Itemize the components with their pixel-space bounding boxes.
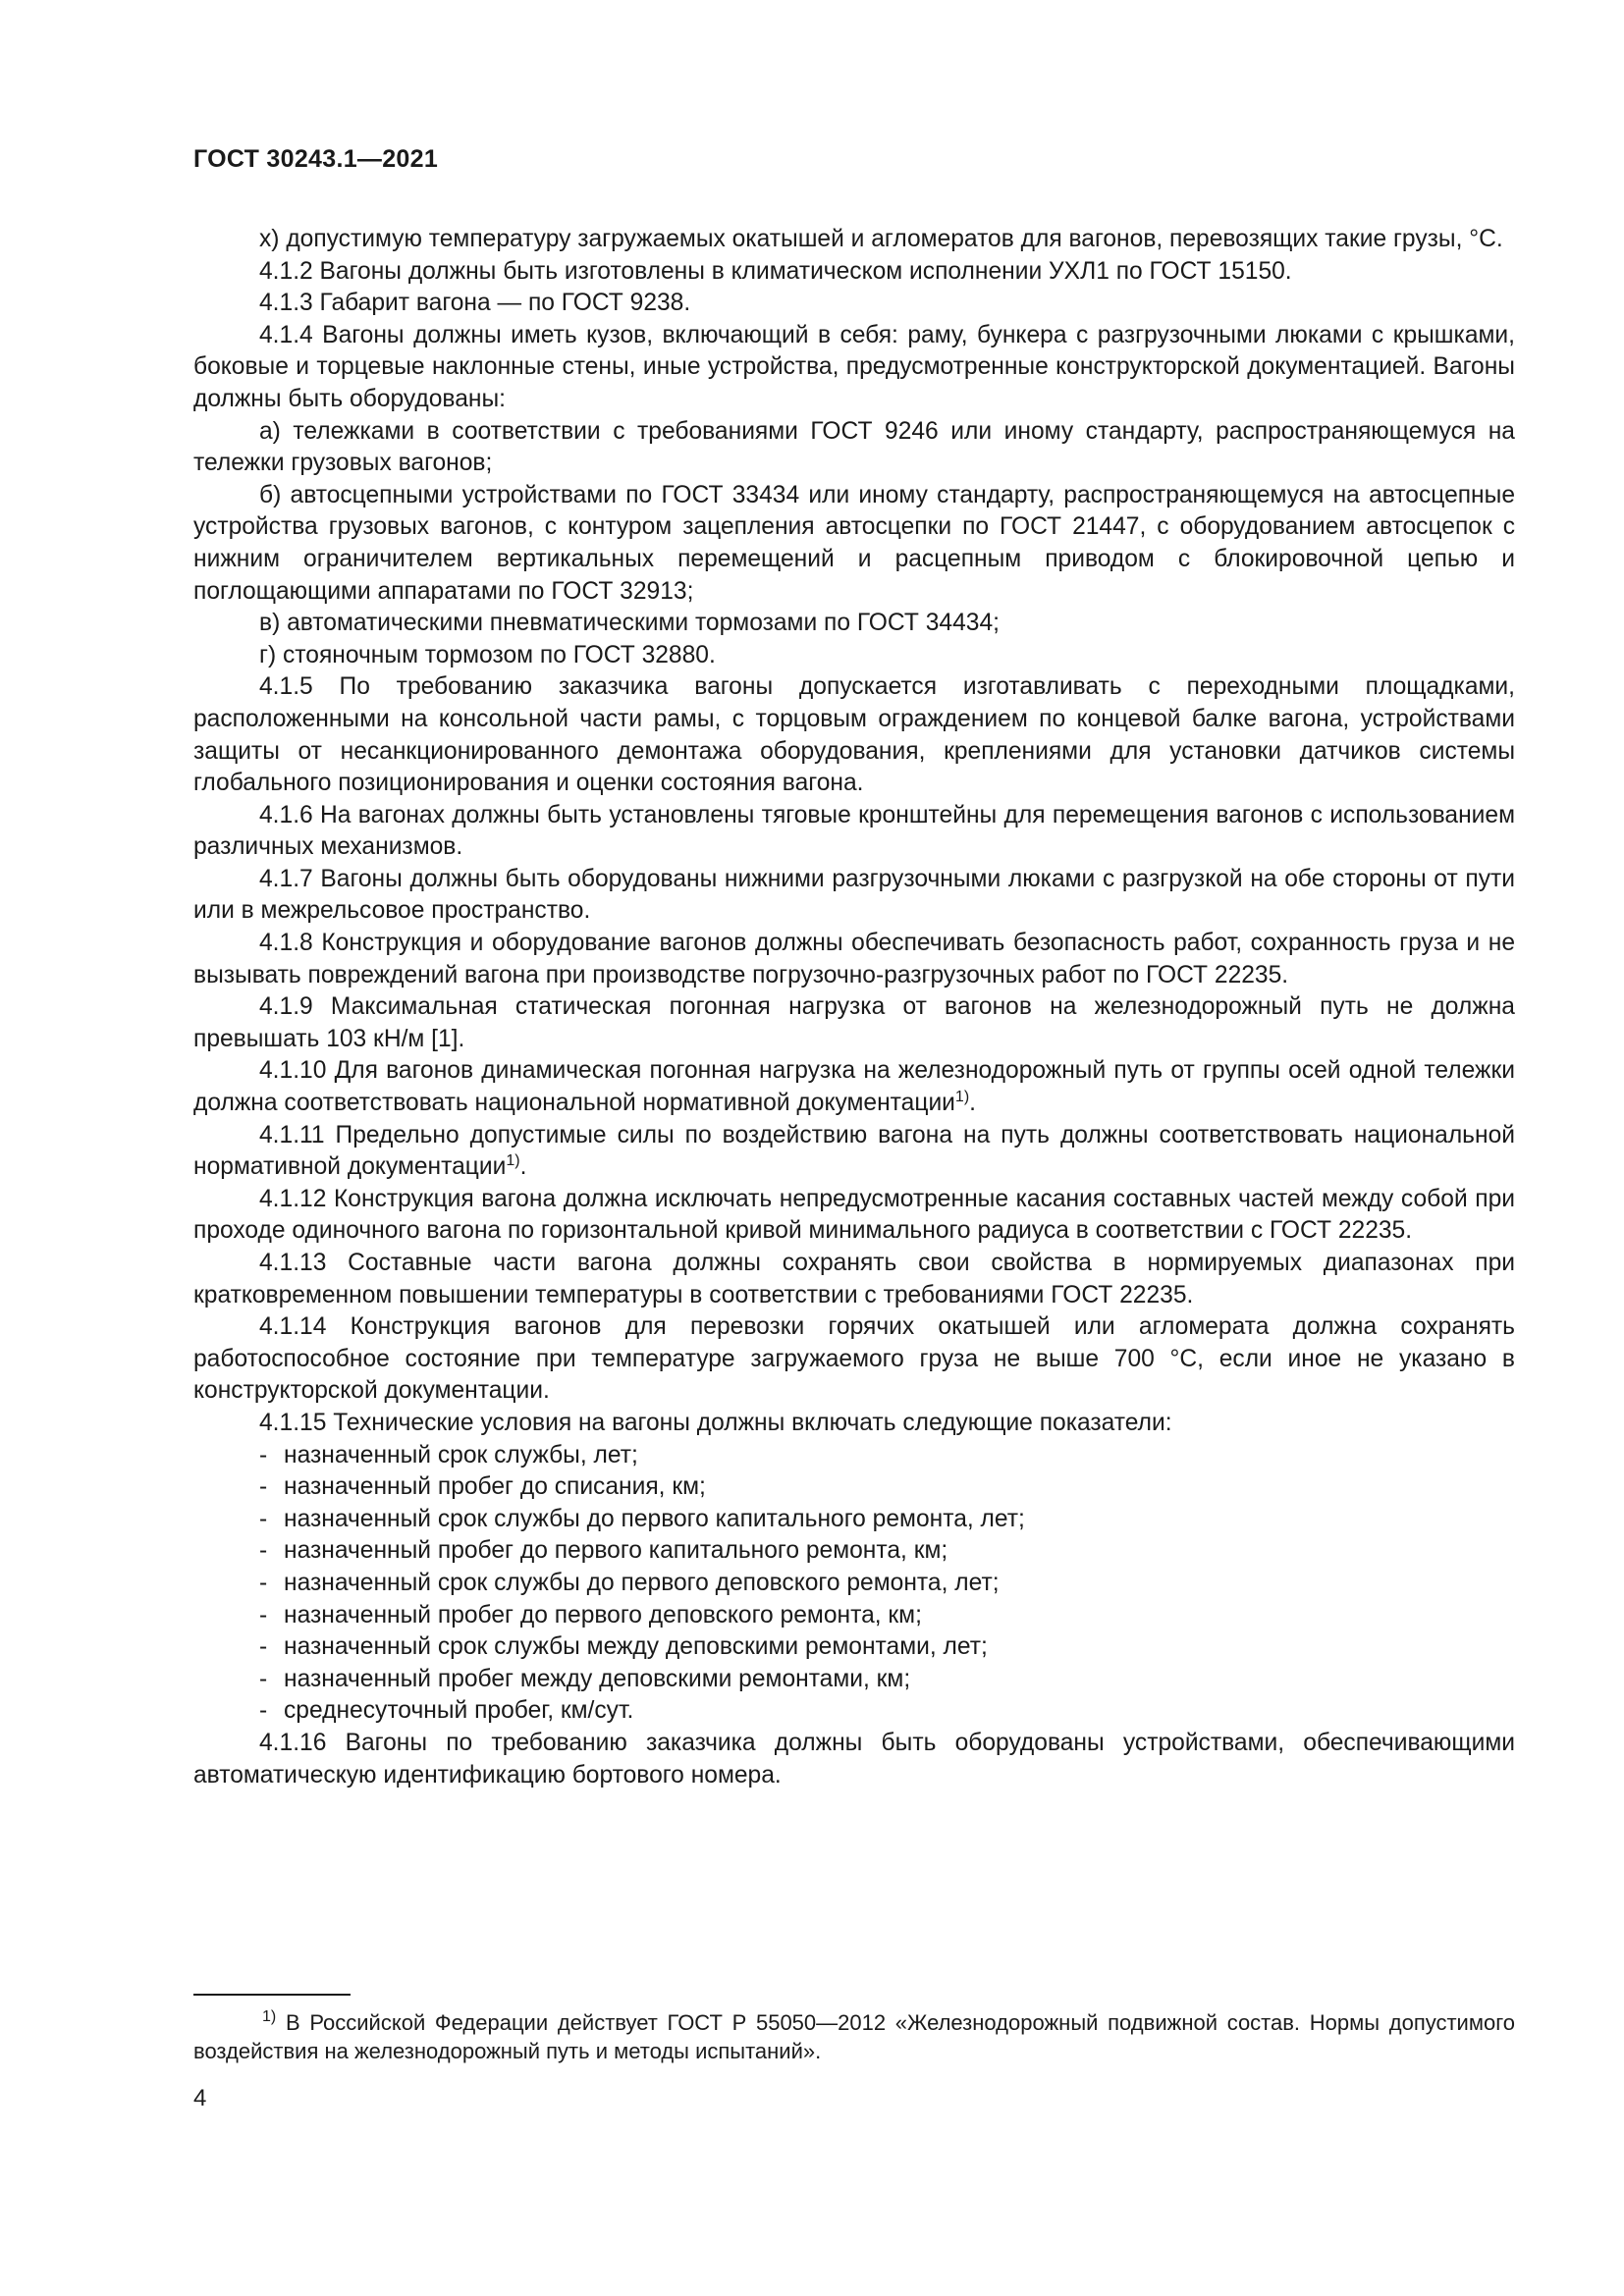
- paragraph-item-g: г) стояночным тормозом по ГОСТ 32880.: [259, 641, 716, 668]
- paragraph-4-1-12: 4.1.12 Конструкция вагона должна исключать непредусмотренные касания составных частей между собой при проходе одиночного вагона по горизонтальной кривой минимального радиуса в соответствии с ГОСТ 22235.: [193, 1185, 1515, 1245]
- list-item: - назначенный пробег до списания, км;: [193, 1471, 1515, 1504]
- paragraph-4-1-10: [193, 1055, 1515, 1119]
- paragraph-4-1-16: 4.1.16 Вагоны по требованию заказчика должны быть оборудованы устройствами, обеспечивающими автоматическую идентификацию бортового номера.: [193, 1729, 1515, 1789]
- paragraph-4-1-5: 4.1.5 По требованию заказчика вагоны допускается изготавливать с переходными площадками, расположенными на консольной части рамы, с торцовым ограждением по концевой балке вагона, устройствами защиты от несанкционированного демонтажа оборудования, креплениями для установки датчиков системы глобального позиционирования и оценки состояния вагона.: [193, 673, 1515, 797]
- footnote: [193, 2008, 1515, 2065]
- paragraph-4-1-14: 4.1.14 Конструкция вагонов для перевозки горячих окатышей или агломерата должна сохранять работоспособное состояние при температуре загружаемого груза не выше 700 °С, если иное не указано в конструкторской документации.: [193, 1313, 1515, 1405]
- paragraph-4-1-11-tail: .: [519, 1153, 527, 1181]
- paragraph-item-a: а) тележками в соответствии с требованиями ГОСТ 9246 или иному стандарту, распространяющемуся на тележки грузовых вагонов;: [193, 417, 1515, 477]
- paragraph-4-1-13: 4.1.13 Составные части вагона должны сохранять свои свойства в нормируемых диапазонах при кратковременном повышении температуры в соответствии с требованиями ГОСТ 22235.: [193, 1250, 1515, 1308]
- footnote-ref: 1): [506, 1152, 520, 1170]
- paragraph-4-1-2: 4.1.2 Вагоны должны быть изготовлены в климатическом исполнении УХЛ1 по ГОСТ 15150.: [259, 257, 1292, 285]
- list-item: - назначенный срок службы между деповскими ремонтами, лет;: [193, 1631, 1515, 1664]
- page-number: 4: [193, 2085, 207, 2111]
- list-item: - назначенный срок службы до первого капитального ремонта, лет;: [193, 1504, 1515, 1536]
- document-header: ГОСТ 30243.1—2021: [193, 145, 439, 173]
- paragraph-item-v: в) автоматическими пневматическими тормозами по ГОСТ 34434;: [259, 610, 1000, 637]
- indicators-list: [193, 1440, 1515, 1728]
- paragraph-4-1-10-text: 4.1.10 Для вагонов динамическая погонная нагрузка на железнодорожный путь от группы осей одной тележки должна соответствовать национальной нормативной документации: [193, 1057, 1515, 1117]
- footnote-ref: 1): [954, 1089, 970, 1106]
- footnote-body: В Российской Федерации действует ГОСТ Р 55050—2012 «Железнодорожный подвижной состав. Нормы допустимого воздействия на железнодорожный путь и методы испытаний».: [193, 2010, 1515, 2063]
- list-item: - назначенный пробег до первого капитального ремонта, км;: [193, 1535, 1515, 1568]
- footnote-separator: [193, 1994, 351, 1996]
- list-item: - назначенный срок службы, лет;: [193, 1440, 1515, 1472]
- list-item: - назначенный пробег до первого деповского ремонта, км;: [193, 1600, 1515, 1632]
- paragraph-4-1-11: [193, 1120, 1515, 1184]
- list-item: - среднесуточный пробег, км/сут.: [193, 1695, 1515, 1728]
- document-body: [193, 224, 1515, 1791]
- paragraph-4-1-7: 4.1.7 Вагоны должны быть оборудованы нижними разгрузочными люками с разгрузкой на обе стороны от пути или в межрельсовое пространство.: [193, 865, 1515, 925]
- paragraph-4-1-4: 4.1.4 Вагоны должны иметь кузов, включающий в себя: раму, бункера с разгрузочными люками с крышками, боковые и торцевые наклонные стены, иные устройства, предусмотренные конструкторской документацией. Вагоны должны быть оборудованы:: [193, 321, 1515, 412]
- paragraph-4-1-8: 4.1.8 Конструкция и оборудование вагонов должны обеспечивать безопасность работ, сохранность груза и не вызывать повреждений вагона при производстве погрузочно-разгрузочных работ по ГОСТ 22235.: [193, 930, 1515, 988]
- paragraph-4-1-9: 4.1.9 Максимальная статическая погонная нагрузка от вагонов на железнодорожный путь не должна превышать 103 кН/м [1].: [193, 993, 1515, 1052]
- paragraph-item-x: х) допустимую температуру загружаемых окатышей и агломератов для вагонов, перевозящих такие грузы, °С.: [259, 226, 1503, 252]
- list-item: - назначенный пробег между деповскими ремонтами, км;: [193, 1664, 1515, 1696]
- footnote-text: [193, 2008, 1515, 2065]
- paragraph-4-1-10-tail: .: [969, 1090, 976, 1117]
- list-item: - назначенный срок службы до первого деповского ремонта, лет;: [193, 1568, 1515, 1600]
- paragraph-item-b: б) автосцепными устройствами по ГОСТ 33434 или иному стандарту, распространяющемуся на автосцепные устройства грузовых вагонов, с контуром зацепления автосцепки по ГОСТ 21447, с оборудованием автосцепок с нижним ограничителем вертикальных перемещений и расцепным приводом с блокировочной цепью и поглощающими аппаратами по ГОСТ 32913;: [193, 481, 1515, 605]
- paragraph-4-1-11-text: 4.1.11 Предельно допустимые силы по воздействию вагона на путь должны соответствовать национальной нормативной документации: [193, 1121, 1515, 1181]
- paragraph-4-1-3: 4.1.3 Габарит вагона — по ГОСТ 9238.: [259, 290, 691, 317]
- footnote-marker: 1): [262, 2008, 277, 2025]
- paragraph-4-1-6: 4.1.6 На вагонах должны быть установлены тяговые кронштейны для перемещения вагонов с использованием различных механизмов.: [193, 801, 1515, 861]
- paragraph-4-1-15: 4.1.15 Технические условия на вагоны должны включать следующие показатели:: [259, 1409, 1172, 1436]
